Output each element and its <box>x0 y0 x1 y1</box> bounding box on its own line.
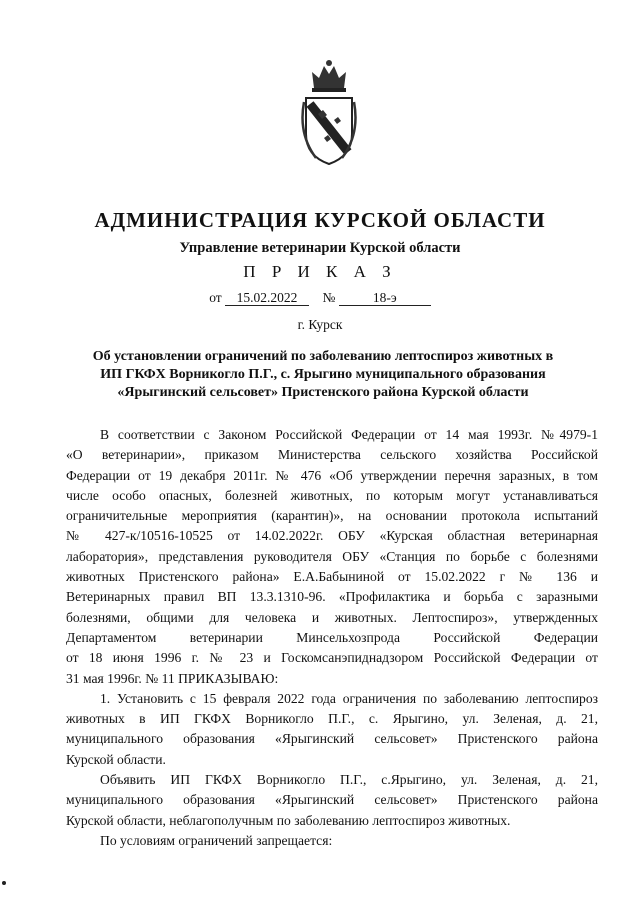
department-name: Управление ветеринарии Курской области <box>179 240 461 256</box>
body-line: муниципального образования «Ярыгинский сельсовет» Пристенского района <box>66 792 598 808</box>
document-body <box>66 425 598 851</box>
document-date: 15.02.2022 <box>225 291 309 306</box>
body-line: По условиям ограничений запрещается: <box>100 832 333 848</box>
body-line: № 427-к/10516-10525 от 14.02.2022г. ОБУ «Курская областная ветеринарная <box>66 528 598 544</box>
body-line: Ветеринарных правил ВП 13.3.1310-96. «Профилактика и борьба с заразными <box>66 589 598 605</box>
number-sign: № <box>322 290 336 305</box>
title-line: «Ярыгинский сельсовет» Пристенского района Курской области <box>117 385 529 400</box>
body-line: Департаментом ветеринарии Минсельхозпрода Российской Федерации <box>66 629 598 645</box>
body-line: Курской области. <box>66 751 166 767</box>
body-line: 1. Установить с 15 февраля 2022 года ограничения по заболеванию лептоспироз <box>100 690 598 706</box>
scan-dot <box>2 881 6 885</box>
body-line: от 18 июня 1996 г. № 23 и Госкомсанэпиднадзором Российской Федерации от <box>66 650 598 666</box>
coat-of-arms-emblem <box>300 58 358 168</box>
body-line: муниципального образования «Ярыгинский сельсовет» Пристенского района <box>66 731 598 747</box>
body-line: Курской области, неблагополучным по заболеванию лептоспироз животных. <box>66 812 511 828</box>
body-line: ограничительные мероприятия (карантин)», на основании протокола испытаний <box>66 508 598 524</box>
title-line: ИП ГКФХ Ворникогло П.Г., с. Ярыгино муниципального образования <box>100 367 546 382</box>
body-line: лаборатория», представления руководителя ОБУ «Станция по борьбе с болезнями <box>66 548 598 564</box>
document-type: П Р И К А З <box>243 262 397 281</box>
document-title <box>68 348 578 402</box>
organization-name: АДМИНИСТРАЦИЯ КУРСКОЙ ОБЛАСТИ <box>94 208 546 232</box>
city: г. Курск <box>297 317 343 332</box>
date-prefix: от <box>209 290 222 305</box>
body-line: Федерации от 19 декабря 2011г. № 476 «Об утверждении перечня заразных, в том <box>66 467 598 483</box>
body-line: В соответствии с Законом Российской Федерации от 14 мая 1993г. №4979-1 <box>100 427 598 442</box>
date-number-line <box>0 290 640 306</box>
body-line: числе особо опасных, болезней животных, по которым могут устанавливаться <box>66 487 598 503</box>
body-line: 31 мая 1996г. № 11 ПРИКАЗЫВАЮ: <box>66 670 279 686</box>
document-number: 18-э <box>339 291 431 306</box>
body-line: «О ветеринарии», приказом Министерства сельского хозяйства Российской <box>66 447 598 463</box>
title-line: Об установлении ограничений по заболеванию лептоспироз животных в <box>92 349 554 364</box>
body-line: Объявить ИП ГКФХ Ворникогло П.Г., с.Ярыгино, ул. Зеленая, д. 21, <box>100 772 598 788</box>
body-line: болезнями, общими для человека и животных. Лептоспироз», утвержденных <box>66 609 598 625</box>
body-line: животных Пристенского района» Е.А.Бабыниной от 15.02.2022 г № 136 и <box>66 569 598 585</box>
body-line: животных в ИП ГКФХ Ворникогло П.Г., с. Ярыгино, ул. Зеленая, д. 21, <box>66 711 598 727</box>
